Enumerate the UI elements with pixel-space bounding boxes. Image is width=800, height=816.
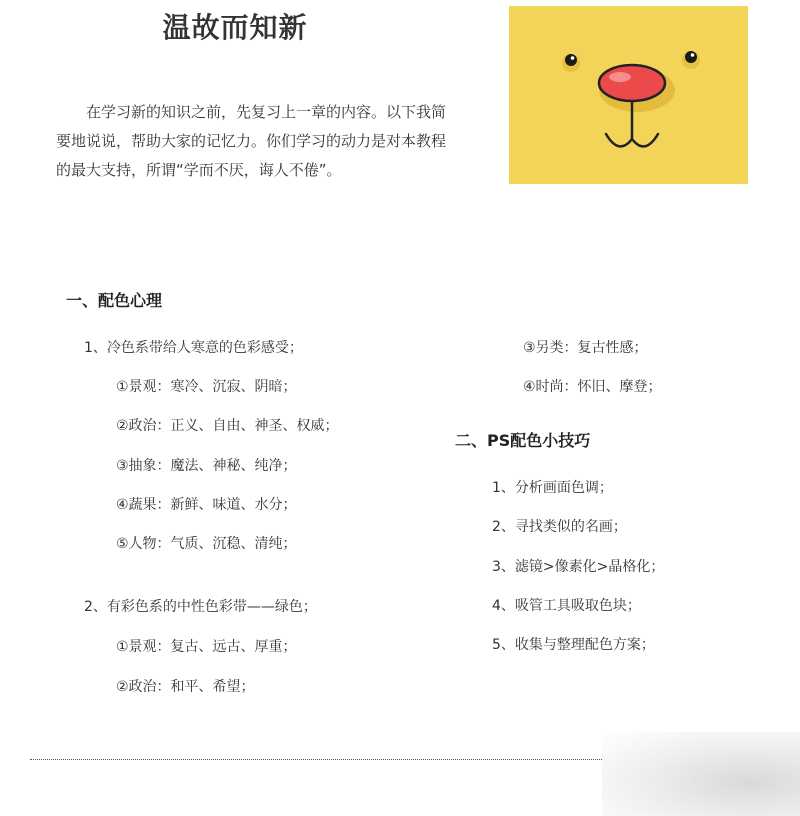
list-item: 5、收集与整理配色方案； xyxy=(492,637,655,653)
list-subitem: ①景观：寒冷、沉寂、阴暗； xyxy=(116,379,297,395)
list-item: 1、分析画面色调； xyxy=(492,480,613,496)
list-subitem: ③另类：复古性感； xyxy=(523,340,648,356)
bear-illustration xyxy=(509,6,748,184)
list-subitem: ②政治：和平、希望； xyxy=(116,679,255,695)
list-item: 3、滤镜>像素化>晶格化； xyxy=(492,559,665,575)
list-subitem: ③抽象：魔法、神秘、纯净； xyxy=(116,458,297,474)
intro-paragraph: 在学习新的知识之前，先复习上一章的内容。以下我简要地说说，帮助大家的记忆力。你们学习的动力是对本教程的最大支持，所谓“学而不厌，诲人不倦”。 xyxy=(56,103,447,179)
list-item: 2、有彩色系的中性色彩带——绿色； xyxy=(84,599,317,615)
bear-face-icon xyxy=(509,6,748,184)
dotted-divider xyxy=(30,759,602,760)
list-subitem: ①景观：复古、远古、厚重； xyxy=(116,639,297,655)
list-subitem: ⑤人物：气质、沉稳、清纯； xyxy=(116,536,297,552)
list-subitem: ④蔬果：新鲜、味道、水分； xyxy=(116,497,297,513)
list-item: 1、冷色系带给人寒意的色彩感受； xyxy=(84,340,303,356)
bear-nose xyxy=(599,65,665,101)
page-title: 温故而知新 xyxy=(162,11,308,44)
section-heading-color-psychology: 一、配色心理 xyxy=(66,291,163,310)
page-corner-shadow xyxy=(602,732,800,816)
list-subitem: ④时尚：怀旧、摩登； xyxy=(523,379,662,395)
list-item: 2、寻找类似的名画； xyxy=(492,519,627,535)
section-heading-ps-tips: 二、PS配色小技巧 xyxy=(455,431,591,450)
list-item: 4、吸管工具吸取色块； xyxy=(492,598,641,614)
list-subitem: ②政治：正义、自由、神圣、权威； xyxy=(116,418,339,434)
